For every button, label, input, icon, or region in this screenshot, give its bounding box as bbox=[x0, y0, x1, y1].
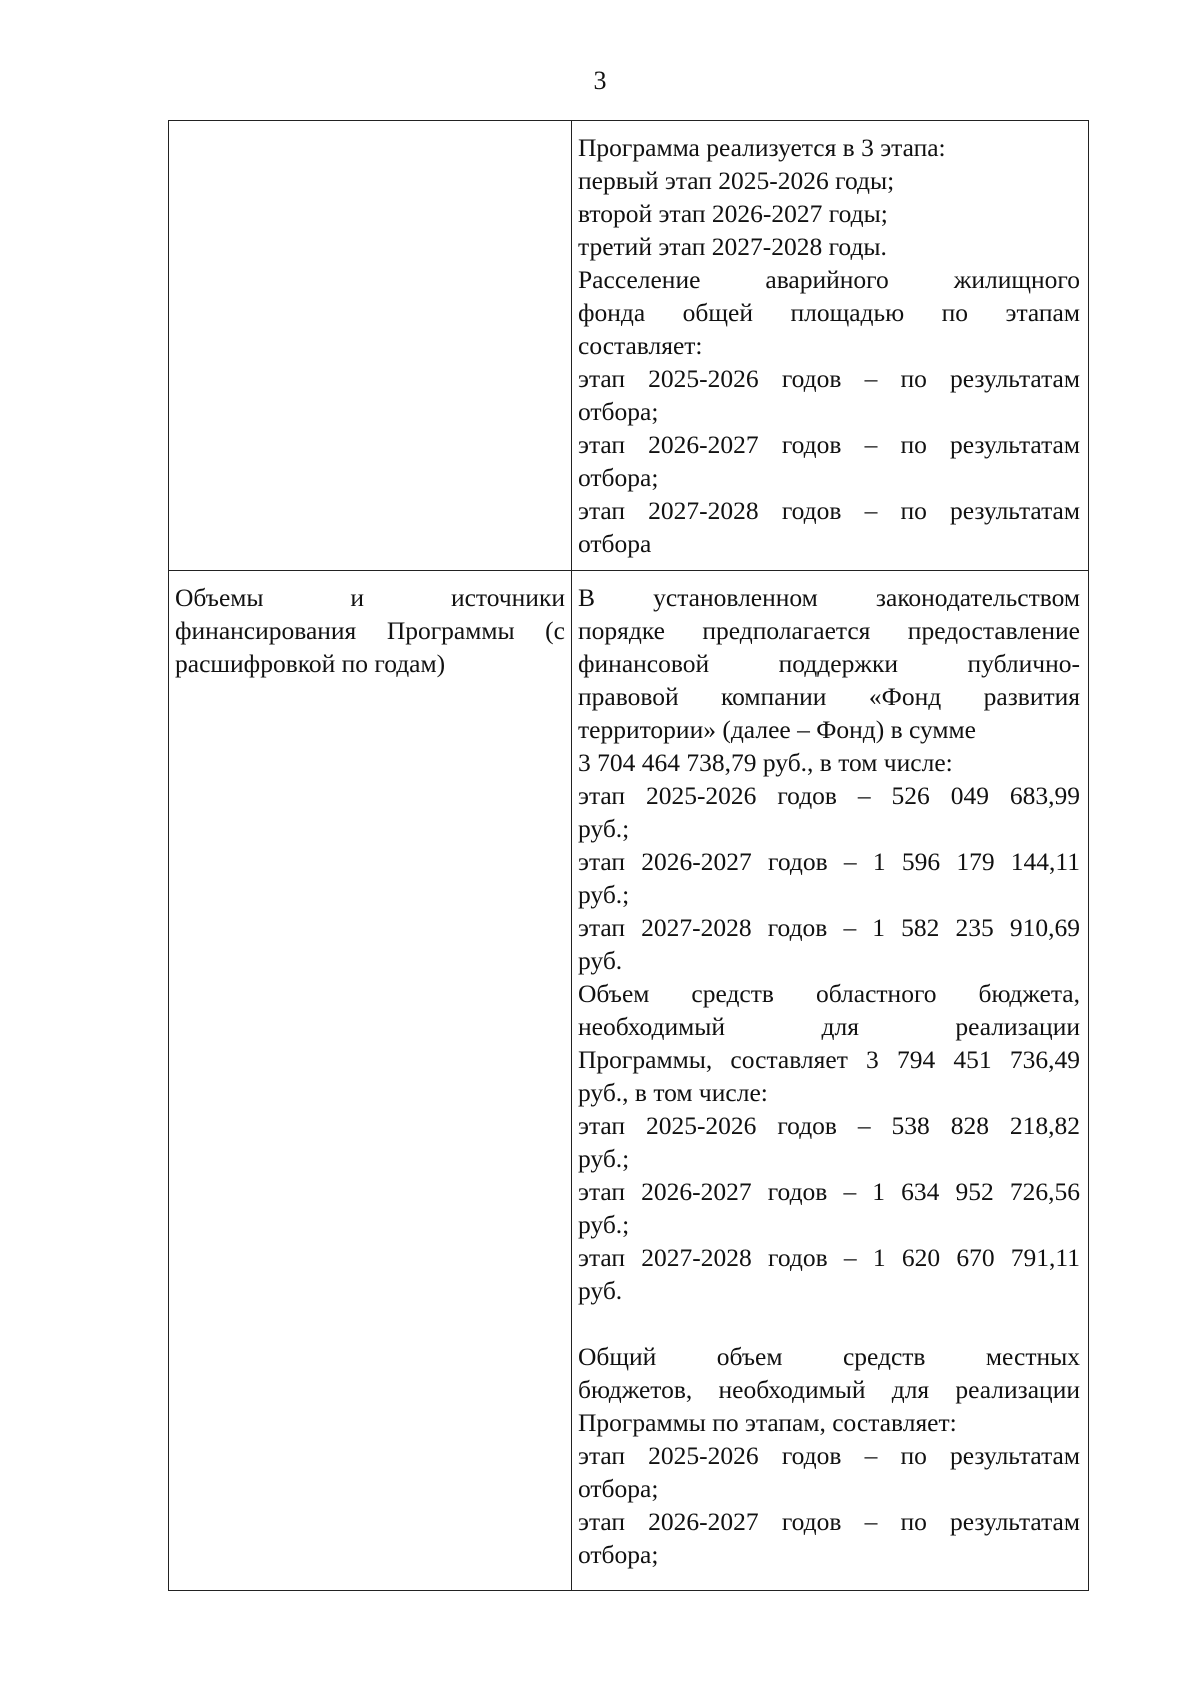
text-line: этап 2026-2027 годов – 1 634 952 726,56 bbox=[578, 1177, 1080, 1206]
text-line: отбора; bbox=[578, 1540, 659, 1569]
text-line: Общий объем средств местных bbox=[578, 1342, 1080, 1371]
text-line: этап 2026-2027 годов – 1 596 179 144,11 bbox=[578, 847, 1080, 876]
text-line: Программы, составляет 3 794 451 736,49 bbox=[578, 1045, 1080, 1074]
text-line: руб.; bbox=[578, 1144, 630, 1173]
text-line: Расселение аварийного жилищного bbox=[578, 265, 1080, 294]
table-cell-stages bbox=[572, 121, 1089, 571]
table-cell-label bbox=[169, 571, 572, 1591]
page-number: 3 bbox=[593, 66, 607, 95]
text-line: руб.; bbox=[578, 814, 630, 843]
text-line: Программа реализуется в 3 этапа: bbox=[578, 133, 946, 162]
text-line: фонда общей площадью по этапам bbox=[578, 298, 1080, 327]
text-line: руб. bbox=[578, 1276, 623, 1305]
program-passport-table bbox=[168, 120, 1089, 1591]
table-cell-financing bbox=[572, 571, 1089, 1591]
text-line: порядке предполагается предоставление bbox=[578, 616, 1080, 645]
table-row bbox=[169, 121, 1089, 571]
text-line: этап 2025-2026 годов – по результатам bbox=[578, 364, 1080, 393]
text-line: Объем средств областного бюджета, bbox=[578, 979, 1080, 1008]
text-line: руб.; bbox=[578, 880, 630, 909]
text-line: этап 2026-2027 годов – по результатам bbox=[578, 1507, 1080, 1536]
text-line: отбора bbox=[578, 529, 652, 558]
text-line: этап 2025-2026 годов – 526 049 683,99 bbox=[578, 781, 1080, 810]
text-line: расшифровкой по годам) bbox=[175, 649, 446, 678]
text-line: этап 2025-2026 годов – 538 828 218,82 bbox=[578, 1111, 1080, 1140]
text-line: финансирования Программы (с bbox=[175, 616, 565, 645]
text-line: этап 2027-2028 годов – 1 620 670 791,11 bbox=[578, 1243, 1080, 1272]
text-line: этап 2027-2028 годов – 1 582 235 910,69 bbox=[578, 913, 1080, 942]
text-line: Объемы и источники bbox=[175, 583, 565, 612]
text-line: правовой компании «Фонд развития bbox=[578, 682, 1080, 711]
text-line: руб.; bbox=[578, 1210, 630, 1239]
text-line: этап 2027-2028 годов – по результатам bbox=[578, 496, 1080, 525]
text-line: этап 2026-2027 годов – по результатам bbox=[578, 430, 1080, 459]
table-row bbox=[169, 571, 1089, 1591]
text-line: руб. bbox=[578, 946, 623, 975]
table-cell-empty bbox=[169, 121, 572, 571]
paragraph-gap bbox=[578, 1307, 1080, 1340]
text-line: второй этап 2026-2027 годы; bbox=[578, 199, 888, 228]
text-line: руб., в том числе: bbox=[578, 1078, 768, 1107]
text-line: Программы по этапам, составляет: bbox=[578, 1408, 957, 1437]
text-line: отбора; bbox=[578, 397, 659, 426]
text-line: территории» (далее – Фонд) в сумме bbox=[578, 715, 976, 744]
text-line: финансовой поддержки публично- bbox=[578, 649, 1080, 678]
text-line: третий этап 2027-2028 годы. bbox=[578, 232, 887, 261]
text-line: этап 2025-2026 годов – по результатам bbox=[578, 1441, 1080, 1470]
text-line: отбора; bbox=[578, 463, 659, 492]
text-line: бюджетов, необходимый для реализации bbox=[578, 1375, 1080, 1404]
text-line: отбора; bbox=[578, 1474, 659, 1503]
text-line: 3 704 464 738,79 руб., в том числе: bbox=[578, 748, 953, 777]
text-line: необходимый для реализации bbox=[578, 1012, 1080, 1041]
text-line: первый этап 2025-2026 годы; bbox=[578, 166, 895, 195]
text-line: В установленном законодательством bbox=[578, 583, 1080, 612]
text-line: составляет: bbox=[578, 331, 703, 360]
